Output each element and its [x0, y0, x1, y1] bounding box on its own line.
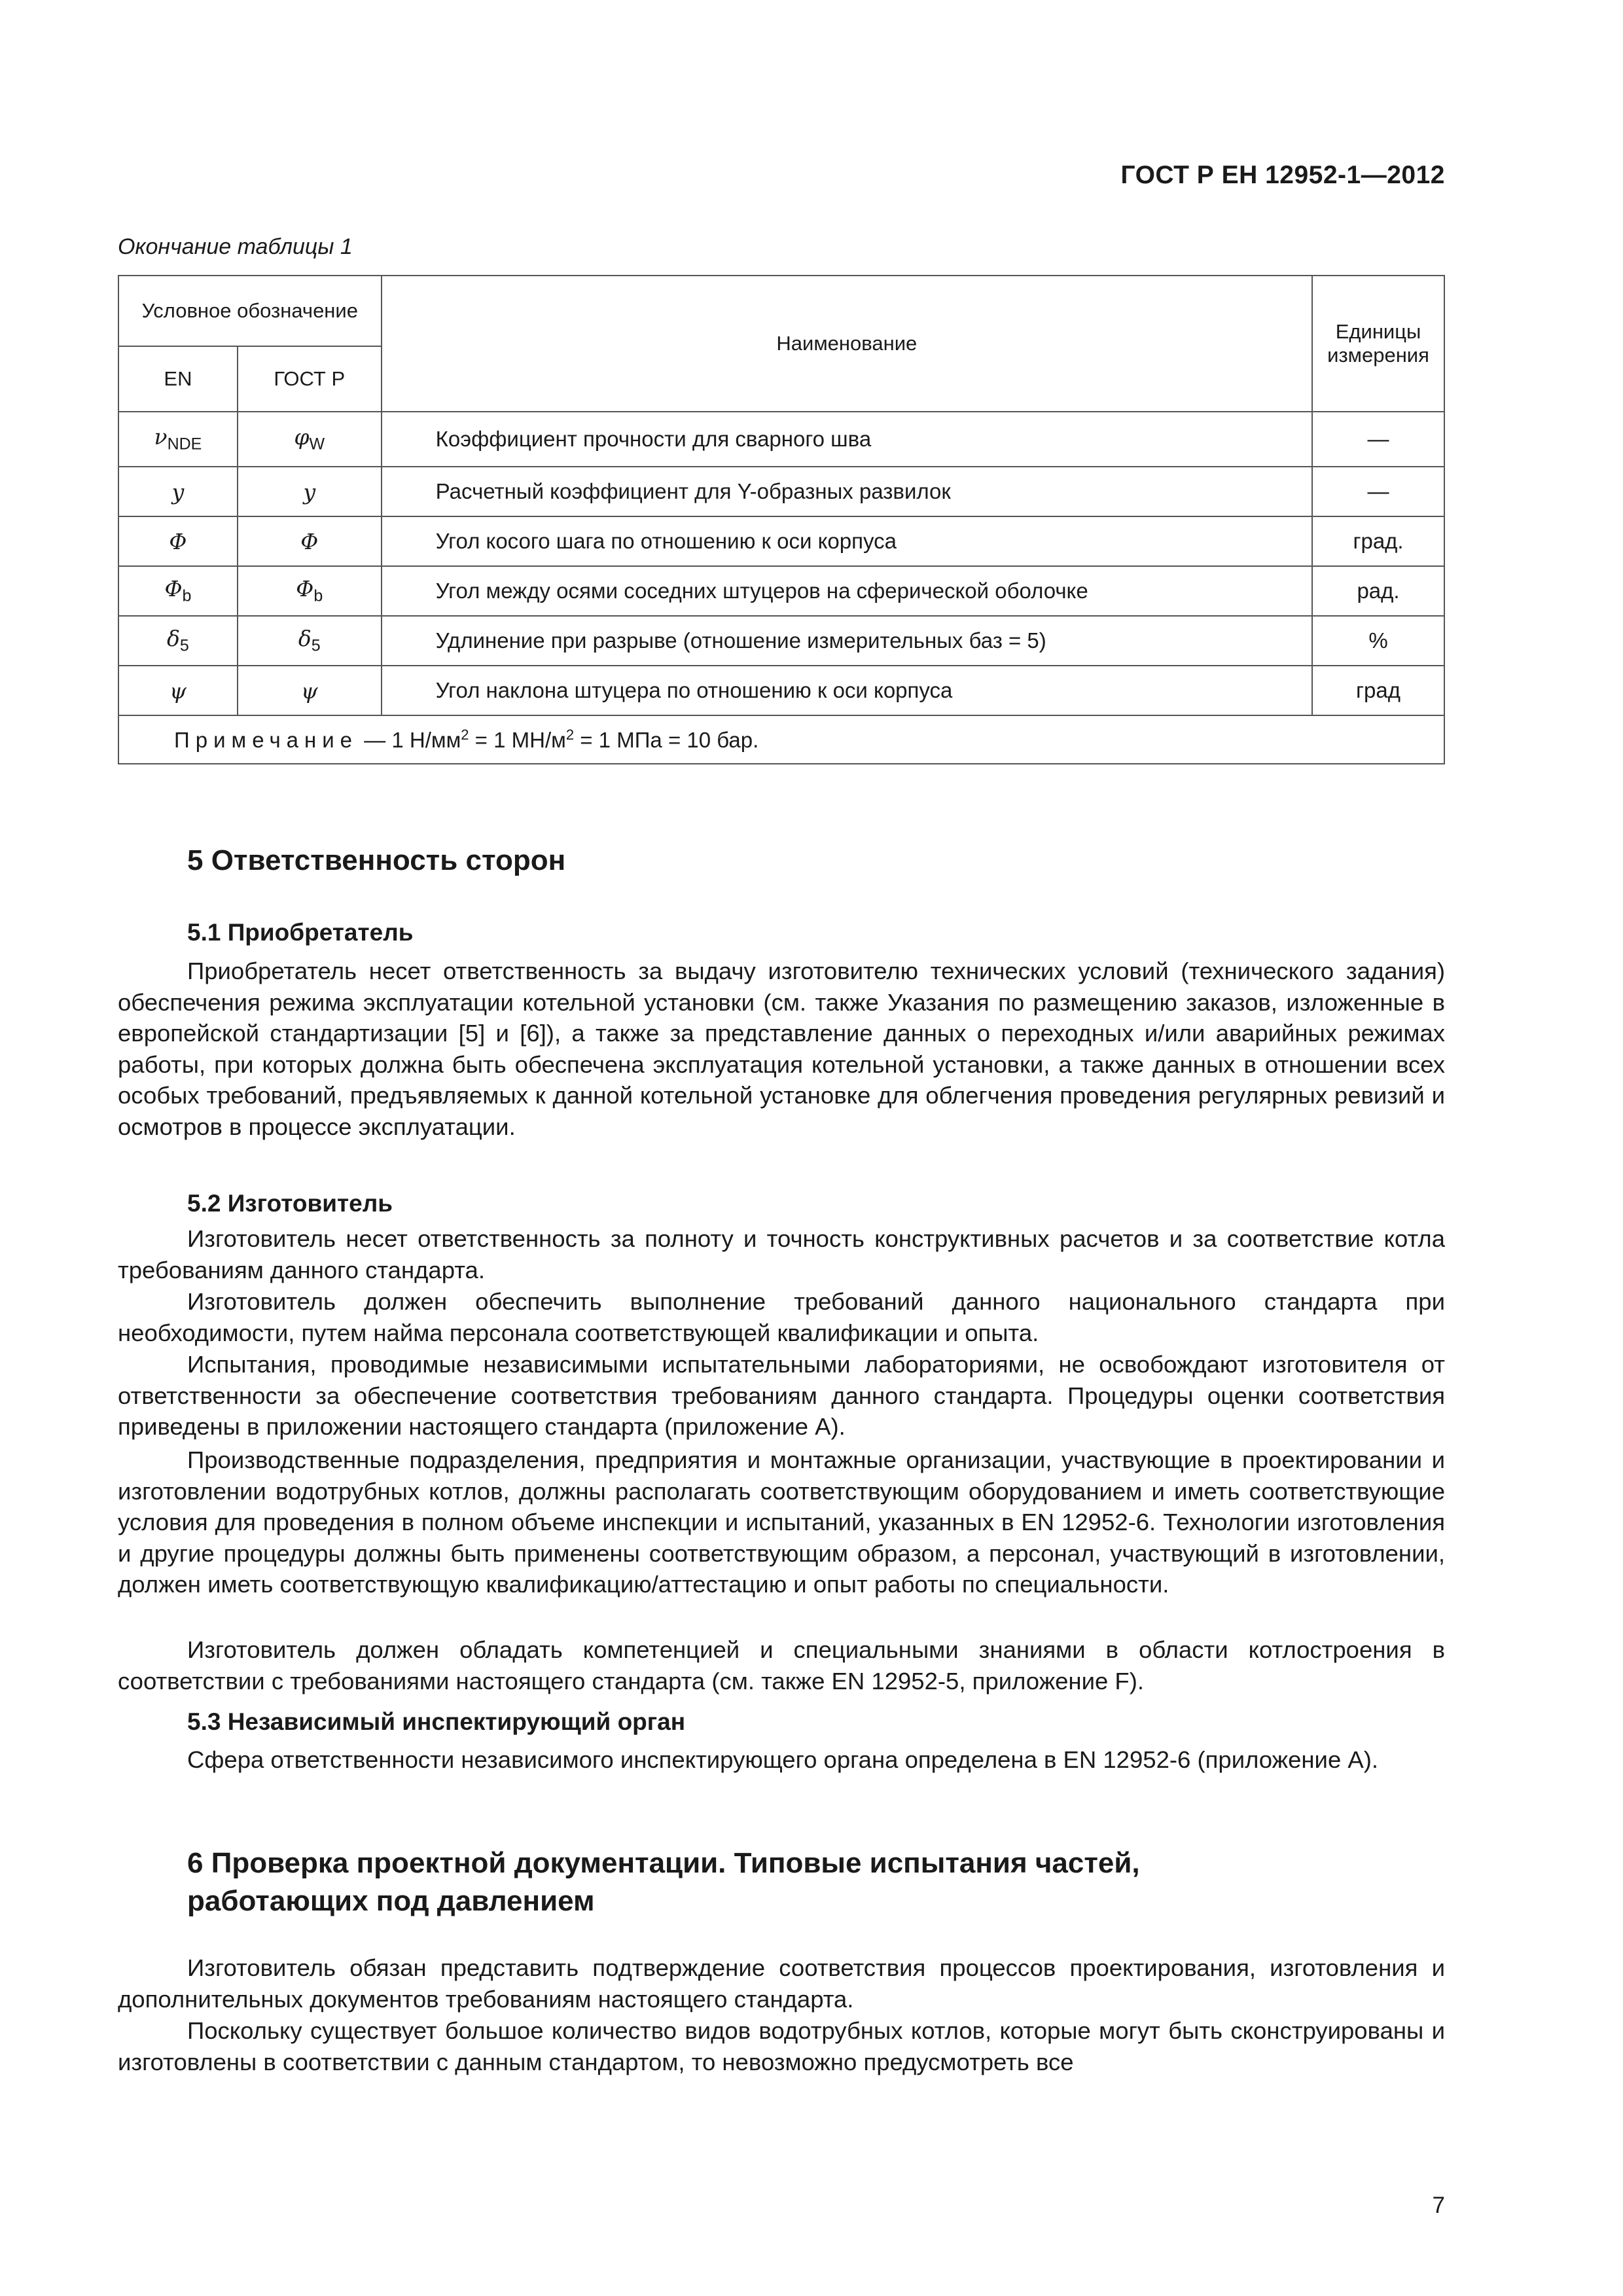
symbol: ψ: [300, 677, 318, 704]
cell-name: Угол наклона штуцера по отношению к оси корпуса: [382, 666, 1312, 715]
cell-gost-symbol: [238, 566, 382, 616]
section-5-3-paragraph-1: Сфера ответственности независимого инспектирующего органа определена в EN 12952-6 (приложение А).: [187, 1746, 1379, 1773]
section-5-title: 5 Ответственность сторон: [187, 844, 566, 876]
cell-en-symbol: [118, 666, 238, 715]
section-5-1-title: 5.1 Приобретатель: [187, 919, 414, 946]
section-6-title-line-1: 6 Проверка проектной документации. Типовые испытания частей,: [187, 1847, 1140, 1879]
cell-name: Расчетный коэффициент для Y-образных развилок: [382, 467, 1312, 516]
symbol: y: [303, 478, 316, 505]
table-row: [118, 467, 1444, 516]
table-row: [118, 566, 1444, 616]
symbol: ψ: [169, 677, 187, 704]
symbol: Φ: [164, 576, 183, 602]
header-en: EN: [118, 346, 238, 412]
cell-unit: %: [1312, 616, 1444, 666]
note-label: Примечание: [174, 728, 359, 752]
cell-en-symbol: [118, 467, 238, 516]
cell-gost-symbol: [238, 616, 382, 666]
cell-gost-symbol: [238, 467, 382, 516]
cell-unit: —: [1312, 467, 1444, 516]
cell-gost-symbol: [238, 666, 382, 715]
header-unit-line2: измерения: [1327, 344, 1429, 367]
cell-en-symbol: [118, 566, 238, 616]
table-row: [118, 412, 1444, 467]
note-part3: = 1 МПа = 10 бар.: [574, 728, 759, 752]
section-6-paragraph-2: Поскольку существует большое количество видов водотрубных котлов, которые могут быть сконструированы и изготовлены в соответствии с данным стандартом, то невозможно предусмотреть все: [118, 2017, 1445, 2075]
header-symbol-group: Условное обозначение: [118, 276, 382, 346]
cell-en-symbol: [118, 412, 238, 467]
symbol: Φ: [169, 528, 187, 554]
cell-unit: —: [1312, 412, 1444, 467]
cell-unit: рад.: [1312, 566, 1444, 616]
cell-gost-symbol: [238, 412, 382, 467]
section-5-2-paragraph-2: Изготовитель должен обеспечить выполнение требований данного национального стандарта при необходимости, путем найма персонала соответствующей квалификации и опыта.: [118, 1288, 1445, 1346]
note-dash: —: [364, 728, 386, 752]
section-5-2-paragraph-4: Производственные подразделения, предприятия и монтажные организации, участвующие в проектировании и изготовлении водотрубных котлов, должны располагать соответствующим оборудованием и иметь соответствующие условия для проведения в полном объеме инспекции и испытаний, указанных в EN 12952-6. Технологии изготовления и другие процедуры должны быть применены соответствующим образом, а персонал, участвующий в изготовлении, должен иметь соответствующую квалификацию/аттестацию и опыт работы по специальности.: [118, 1446, 1445, 1598]
section-5-2-paragraph-5: Изготовитель должен обладать компетенцией и специальными знаниями в области котлостроения в соответствии с требованиями настоящего стандарта (см. также EN 12952-5, приложение F).: [118, 1636, 1445, 1695]
section-6-title-line-2: работающих под давлением: [187, 1885, 595, 1917]
header-name: Наименование: [382, 276, 1312, 412]
section-5-2-title: 5.2 Изготовитель: [187, 1190, 393, 1217]
symbol-subscript: b: [182, 586, 192, 605]
symbol-subscript: 5: [179, 636, 189, 655]
symbol: ν: [154, 424, 168, 450]
note-exp2: 2: [565, 726, 575, 743]
header-gost: ГОСТ Р: [238, 346, 382, 412]
symbol-subscript: W: [309, 435, 325, 454]
symbol-subscript: b: [313, 586, 323, 605]
cell-unit: град.: [1312, 516, 1444, 566]
standard-identifier: ГОСТ Р ЕН 12952-1—2012: [1120, 161, 1445, 189]
cell-en-symbol: [118, 616, 238, 666]
symbol: Φ: [300, 528, 319, 554]
symbols-table: [118, 275, 1445, 764]
note-exp1: 2: [461, 726, 469, 743]
cell-name: Угол между осями соседних штуцеров на сферической оболочке: [382, 566, 1312, 616]
table-row: [118, 616, 1444, 666]
table-row: [118, 516, 1444, 566]
section-5-1-paragraph-1: Приобретатель несет ответственность за выдачу изготовителю технических условий (технического задания) обеспечения режима эксплуатации котельной установки (см. также Указания по размещению заказов, изложенные в европейской стандартизации [5] и [6]), а также за представление данных о переходных и/или аварийных режимах работы, при которых должна быть обеспечена эксплуатация котельной установки, а также данных в отношении всех особых требований, предъявляемых к данной котельной установке для облегчения проведения регулярных ревизий и осмотров в процессе эксплуатации.: [118, 958, 1445, 1140]
symbol: δ: [298, 626, 312, 652]
header-unit: [1312, 276, 1444, 412]
cell-en-symbol: [118, 516, 238, 566]
symbol: Φ: [296, 576, 314, 602]
table-note-row: [118, 715, 1444, 764]
symbol-subscript: 5: [311, 636, 321, 655]
symbol: φ: [294, 424, 310, 450]
cell-name: Угол косого шага по отношению к оси корпуса: [382, 516, 1312, 566]
section-6-paragraph-1: Изготовитель обязан представить подтверждение соответствия процессов проектирования, изготовления и дополнительных документов требованиям настоящего стандарта.: [118, 1954, 1445, 2013]
symbol-subscript: NDE: [167, 435, 202, 454]
cell-name: Удлинение при разрыве (отношение измерительных баз = 5): [382, 616, 1312, 666]
table-body: [118, 412, 1444, 715]
cell-gost-symbol: [238, 516, 382, 566]
page-number: 7: [1432, 2193, 1445, 2218]
note-part2: = 1 МН/м: [469, 728, 566, 752]
cell-unit: град: [1312, 666, 1444, 715]
header-unit-line1: Единицы: [1335, 320, 1421, 343]
note-part1: 1 Н/мм: [391, 728, 461, 752]
section-5-2-paragraph-3: Испытания, проводимые независимыми испытательными лабораториями, не освобождают изготовителя от ответственности за обеспечение соответствия требованиям данного стандарта. Процедуры оценки соответствия приведены в приложении настоящего стандарта (приложение А).: [118, 1351, 1445, 1440]
section-5-2-paragraph-1: Изготовитель несет ответственность за полноту и точность конструктивных расчетов и за соответствие котла требованиям данного стандарта.: [118, 1225, 1445, 1283]
symbol: y: [171, 478, 185, 505]
table-caption: Окончание таблицы 1: [118, 234, 353, 259]
section-5-3-title: 5.3 Независимый инспектирующий орган: [187, 1708, 686, 1735]
cell-name: Коэффициент прочности для сварного шва: [382, 412, 1312, 467]
table-row: [118, 666, 1444, 715]
table-note: [118, 715, 1444, 764]
table-header-row: [118, 276, 1444, 346]
symbol: δ: [167, 626, 180, 652]
